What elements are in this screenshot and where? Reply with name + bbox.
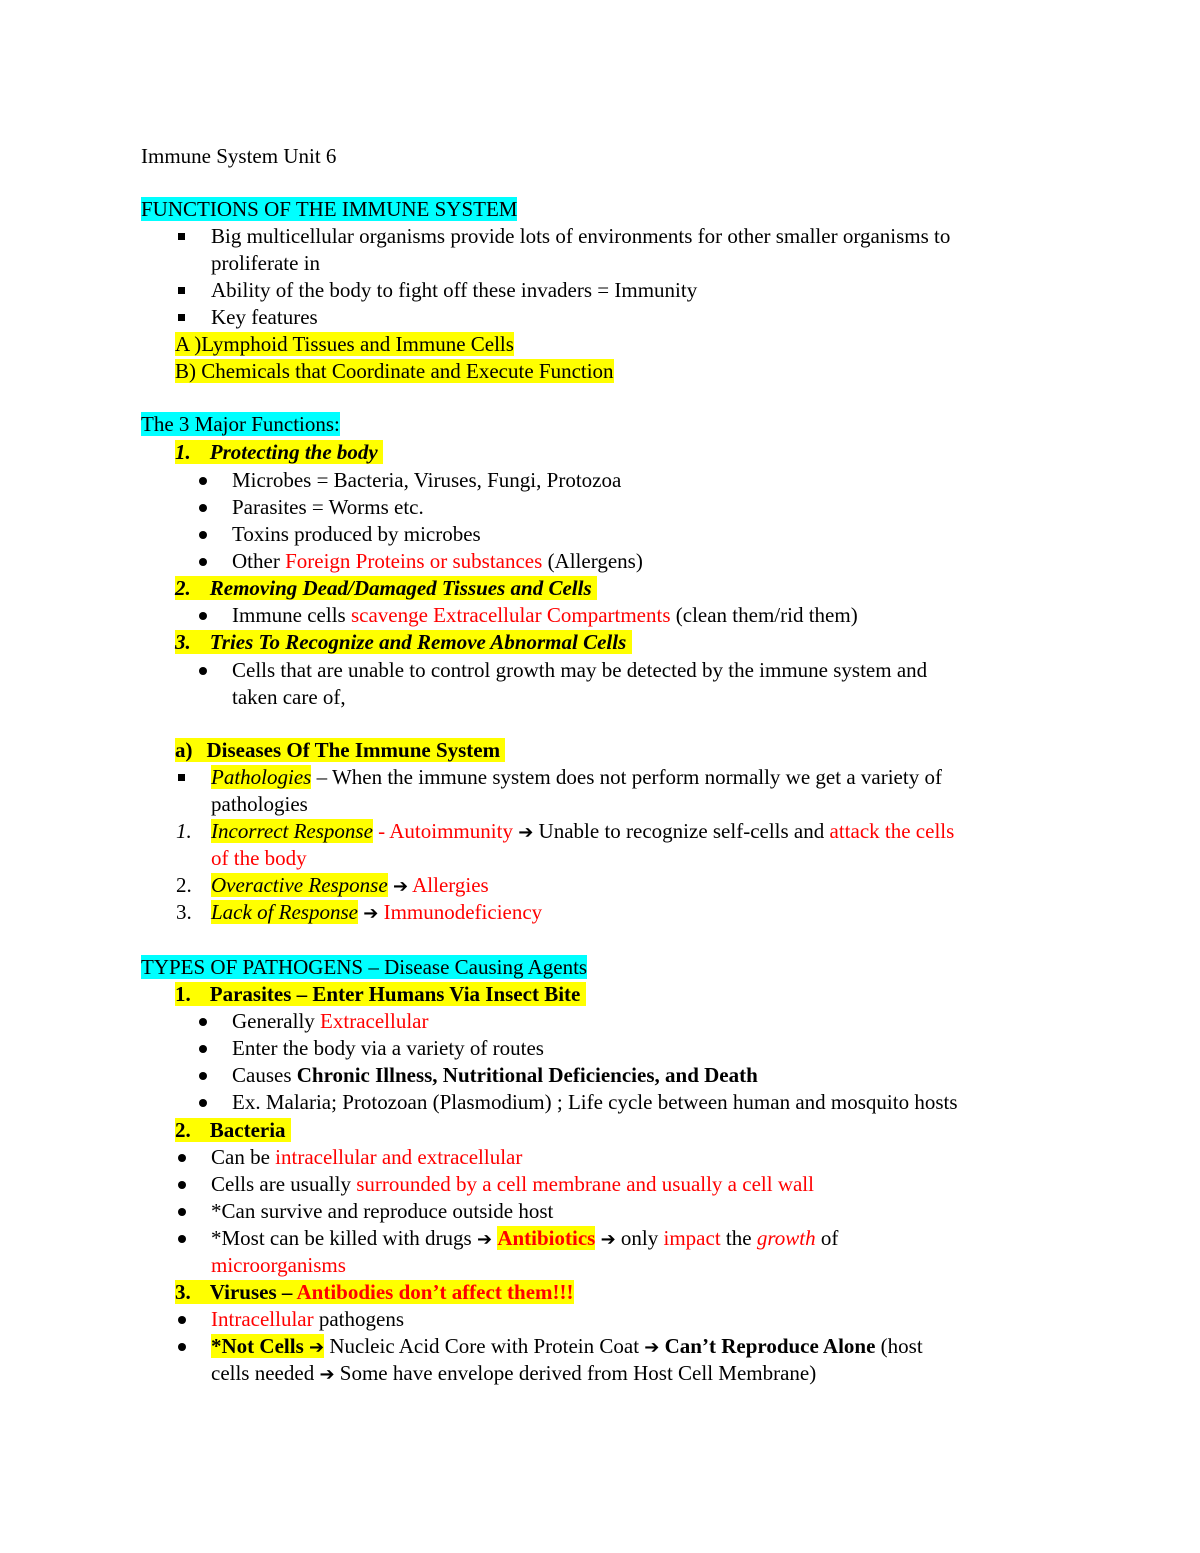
document-title: Immune System Unit 6 xyxy=(141,144,337,168)
square-bullet-icon xyxy=(178,314,185,321)
round-bullet-icon xyxy=(199,558,207,566)
square-bullet-icon xyxy=(178,233,185,240)
response-item-1: 1. Incorrect Response - Autoimmunity ➔ Unable to recognize self-cells and attack the cells xyxy=(176,819,955,843)
round-bullet-icon xyxy=(178,1316,186,1324)
list-item-continuation: microorganisms xyxy=(211,1253,346,1277)
pathogen-heading-3: 3. Viruses – Antibodies don’t affect them!!! xyxy=(175,1280,574,1304)
function-heading-2: 2. Removing Dead/Damaged Tissues and Cells xyxy=(175,575,597,602)
round-bullet-icon xyxy=(178,1235,186,1243)
round-bullet-icon xyxy=(178,1181,186,1189)
section-heading-diseases: a) Diseases Of The Immune System xyxy=(175,737,505,764)
document-page: Immune System Unit 6 FUNCTIONS OF THE IMMUNE SYSTEM Big multicellular organisms provide lots of environments for other smaller organisms to proliferate in Ability of the body to fight off these invaders = Immunity Key features A )Lymphoid Tissues and Immune Cells B) Chemicals that Coordinate and Execute Function The 3 Major Functions: 1. Protecting the body Microbes = Bacteria, Viruses, Fungi, Protozoa Parasites = Worms etc. Toxins produced by microbes Other Foreign Proteins or substances (Allergens) 2. Removing Dead/Damaged Tissues and Cells Immune cells scavenge Extracellular Compartments (clean them/rid them) 3. Tries To Recognize and Remove Abnormal Cells Cells that are unable to control growth may be detected by the immune system and taken care of, a) Diseases Of The Immune System Pathologies – When the immune system does not perform normally we get a variety of pathologies 1. Incorrect Response - Autoimmunity ➔ Unable to recognize self-cells and attack the cells of the body 2. Overactive Response ➔ Allergies 3. Lack of Response ➔ Immunodeficiency TYPES OF PATHOGENS – Disease Causing Agents 1. Parasites – Enter Humans Via Insect Bite Generally Extracellular Enter the body via a variety of routes Causes Chronic Illness, Nutritional Deficiencies, and Death Ex. Malaria; Protozoan (Plasmodium) ; Life cycle between human and mosquito hosts 2. Bacteria Can be intracellular and extracellular Cells are usually surrounded by a cell membrane and usually a cell wall *Can survive and reproduce outside host *Most can be killed with drugs ➔ Antibiotics ➔ only impact the growth of microorganisms 3. Viruses – Antibodies don’t affect them!!! Intracellular pathogens *Not Cells ➔ Nucleic Acid Core with Protein Coat ➔ Can’t Reproduce Alone (host cells needed ➔ Some have envelope derived from Host Cell Membrane) xyxy=(141,144,958,1385)
round-bullet-icon xyxy=(199,667,207,675)
function-heading-3: 3. Tries To Recognize and Remove Abnormal Cells xyxy=(175,629,632,656)
right-arrow-icon: ➔ xyxy=(392,876,409,897)
right-arrow-icon: ➔ xyxy=(518,822,534,843)
function-heading-1: 1. Protecting the body xyxy=(175,439,383,466)
pathogen-heading-2: 2. Bacteria xyxy=(175,1117,291,1144)
right-arrow-icon: ➔ xyxy=(476,1229,493,1250)
section-heading-pathogens: TYPES OF PATHOGENS – Disease Causing Agents xyxy=(141,955,588,979)
right-arrow-icon: ➔ xyxy=(319,1364,335,1385)
round-bullet-icon xyxy=(199,531,207,539)
section-heading-major-functions: The 3 Major Functions: xyxy=(141,412,340,436)
round-bullet-icon xyxy=(178,1343,186,1351)
round-bullet-icon xyxy=(178,1154,186,1162)
response-item-1-continuation: of the body xyxy=(211,846,307,870)
right-arrow-icon: ➔ xyxy=(363,903,379,924)
key-feature-b: B) Chemicals that Coordinate and Execute Function xyxy=(175,359,614,383)
round-bullet-icon xyxy=(199,612,207,620)
round-bullet-icon xyxy=(199,1072,207,1080)
square-bullet-icon xyxy=(178,774,185,781)
round-bullet-icon xyxy=(199,1099,207,1107)
round-bullet-icon xyxy=(199,1045,207,1053)
round-bullet-icon xyxy=(199,504,207,512)
list-item-continuation: pathologies xyxy=(211,792,308,816)
response-item-2: 2. Overactive Response ➔ Allergies xyxy=(176,873,489,897)
round-bullet-icon xyxy=(178,1208,186,1216)
right-arrow-icon: ➔ xyxy=(309,1337,325,1358)
key-feature-a: A )Lymphoid Tissues and Immune Cells xyxy=(175,332,514,356)
response-item-3: 3. Lack of Response ➔ Immunodeficiency xyxy=(176,900,543,924)
square-bullet-icon xyxy=(178,287,185,294)
list-item-continuation: taken care of, xyxy=(232,685,346,709)
round-bullet-icon xyxy=(199,1018,207,1026)
round-bullet-icon xyxy=(199,477,207,485)
list-item-continuation: proliferate in xyxy=(211,251,321,275)
right-arrow-icon: ➔ xyxy=(644,1337,660,1358)
list-item-continuation: cells needed ➔ Some have envelope derived from Host Cell Membrane) xyxy=(211,1361,817,1385)
pathogen-heading-1: 1. Parasites – Enter Humans Via Insect Bite xyxy=(175,981,586,1008)
section-heading-functions: FUNCTIONS OF THE IMMUNE SYSTEM xyxy=(141,197,518,221)
right-arrow-icon: ➔ xyxy=(600,1229,616,1250)
